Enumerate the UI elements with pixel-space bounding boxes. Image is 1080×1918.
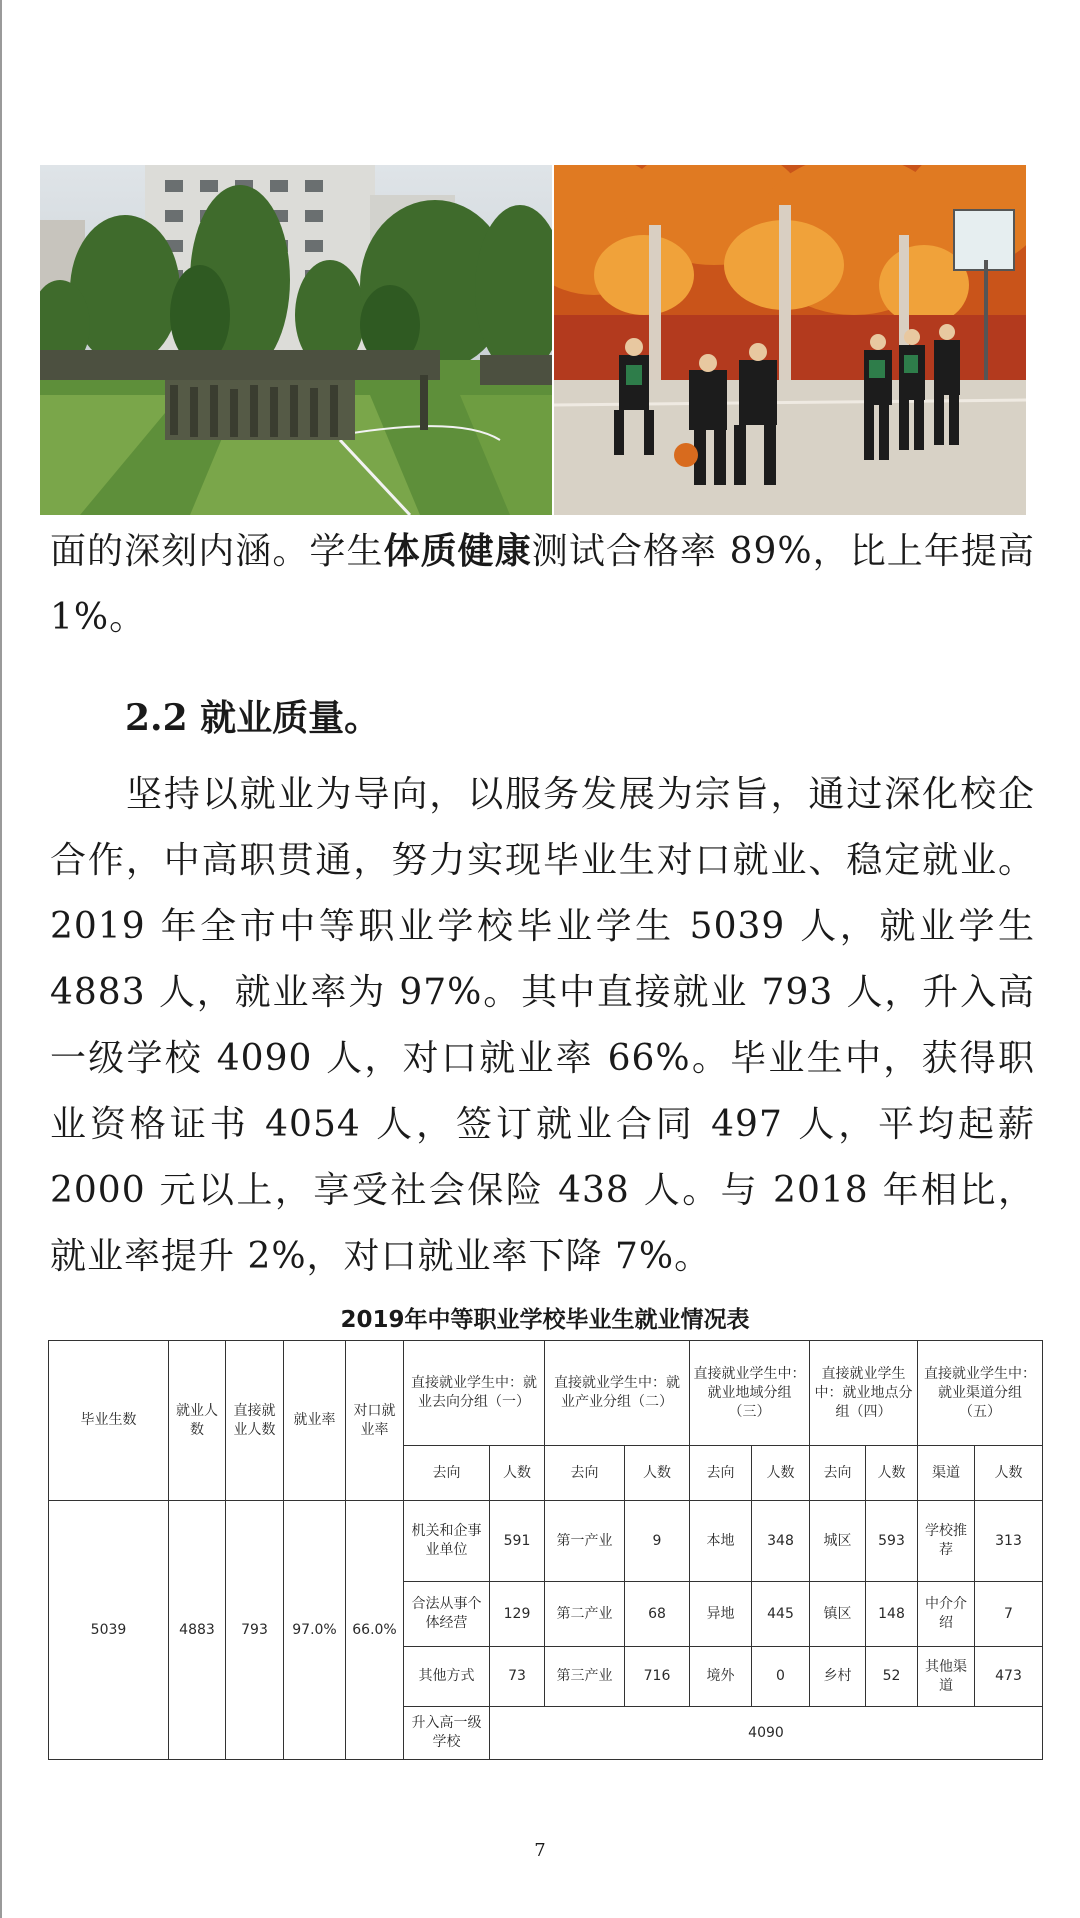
summary-rate: 97.0%	[284, 1501, 346, 1760]
employment-paragraph: 坚持以就业为导向，以服务发展为宗旨，通过深化校企合作，中高职贯通，努力实现毕业生对口就业、稳定就业。2019 年全市中等职业学校毕业学生 5039 人，就业学生 4883 人，就业率为 97%。其中直接就业 793 人，升入高一级学校 4090 人，对口就业率 66%。毕业生中，获得职业资格证书 4054 人，签订就业合同 497 人，平均起薪 2000 元以上，享受社会保险 438 人。与 2018 年相比，就业率提升 2%，对口就业率下降 7%。	[50, 774, 1035, 1277]
employment-table	[48, 1340, 1043, 1760]
military-training-photo	[40, 165, 552, 515]
g4-label: 城区	[810, 1501, 866, 1582]
fitness-paragraph	[50, 518, 1035, 651]
employment-table-container	[48, 1300, 1042, 1760]
g3-label: 异地	[690, 1582, 752, 1647]
g5-value: 313	[975, 1501, 1043, 1582]
summary-employed: 4883	[169, 1501, 226, 1760]
subheader-count: 人数	[975, 1446, 1043, 1501]
g3-value: 348	[752, 1501, 810, 1582]
g1-value: 591	[490, 1501, 545, 1582]
header-direct: 直接就业人数	[226, 1341, 284, 1501]
header-group2: 直接就业学生中：就业产业分组（二）	[545, 1341, 690, 1446]
subheader-count: 人数	[866, 1446, 918, 1501]
page-number: 7	[534, 1840, 546, 1861]
header-employed: 就业人数	[169, 1341, 226, 1501]
summary-direct: 793	[226, 1501, 284, 1760]
header-group5: 直接就业学生中：就业渠道分组（五）	[918, 1341, 1043, 1446]
g3-value: 445	[752, 1582, 810, 1647]
g4-value: 148	[866, 1582, 918, 1647]
g3-label: 本地	[690, 1501, 752, 1582]
header-rate: 就业率	[284, 1341, 346, 1501]
subheader-count: 人数	[625, 1446, 690, 1501]
g1-value: 129	[490, 1582, 545, 1647]
header-matched-rate: 对口就业率	[346, 1341, 404, 1501]
g1-label: 其他方式	[404, 1647, 490, 1707]
subheader-count: 人数	[490, 1446, 545, 1501]
subheader-count: 人数	[752, 1446, 810, 1501]
g3-label: 境外	[690, 1647, 752, 1707]
g2-value: 68	[625, 1582, 690, 1647]
header-group3: 直接就业学生中：就业地域分组（三）	[690, 1341, 810, 1446]
g5-label: 学校推荐	[918, 1501, 975, 1582]
g4-label: 镇区	[810, 1582, 866, 1647]
subheader-channel: 渠道	[918, 1446, 975, 1501]
further-study-value: 4090	[490, 1707, 1043, 1760]
g2-label: 第二产业	[545, 1582, 625, 1647]
header-graduates: 毕业生数	[49, 1341, 169, 1501]
fitness-text-part1: 面的深刻内涵。学生	[50, 531, 384, 572]
further-study-label: 升入高一级学校	[404, 1707, 490, 1760]
subheader-destination: 去向	[404, 1446, 490, 1501]
g3-value: 0	[752, 1647, 810, 1707]
section-heading: 2.2 就业质量。	[125, 697, 381, 739]
g1-label: 机关和企事业单位	[404, 1501, 490, 1582]
g1-label: 合法从事个体经营	[404, 1582, 490, 1647]
g4-value: 593	[866, 1501, 918, 1582]
g2-value: 9	[625, 1501, 690, 1582]
g5-value: 473	[975, 1647, 1043, 1707]
basketball-photo	[554, 165, 1026, 515]
g5-value: 7	[975, 1582, 1043, 1647]
g2-label: 第三产业	[545, 1647, 625, 1707]
subheader-destination: 去向	[810, 1446, 866, 1501]
fitness-text-part2: 测试合格率 89%，比上年提高 1%。	[50, 531, 1035, 638]
header-group1: 直接就业学生中：就业去向分组（一）	[404, 1341, 545, 1446]
fitness-bold-term: 体质健康	[383, 530, 532, 572]
g1-value: 73	[490, 1647, 545, 1707]
summary-matched-rate: 66.0%	[346, 1501, 404, 1760]
g4-label: 乡村	[810, 1647, 866, 1707]
g2-value: 716	[625, 1647, 690, 1707]
page-left-border	[0, 0, 2, 1918]
table-title: 2019年中等职业学校毕业生就业情况表	[340, 1307, 750, 1333]
g4-value: 52	[866, 1647, 918, 1707]
subheader-destination: 去向	[545, 1446, 625, 1501]
summary-graduates: 5039	[49, 1501, 169, 1760]
subheader-destination: 去向	[690, 1446, 752, 1501]
g5-label: 中介介绍	[918, 1582, 975, 1647]
g5-label: 其他渠道	[918, 1647, 975, 1707]
g2-label: 第一产业	[545, 1501, 625, 1582]
table-row	[49, 1501, 1043, 1582]
header-group4: 直接就业学生中：就业地点分组（四）	[810, 1341, 918, 1446]
